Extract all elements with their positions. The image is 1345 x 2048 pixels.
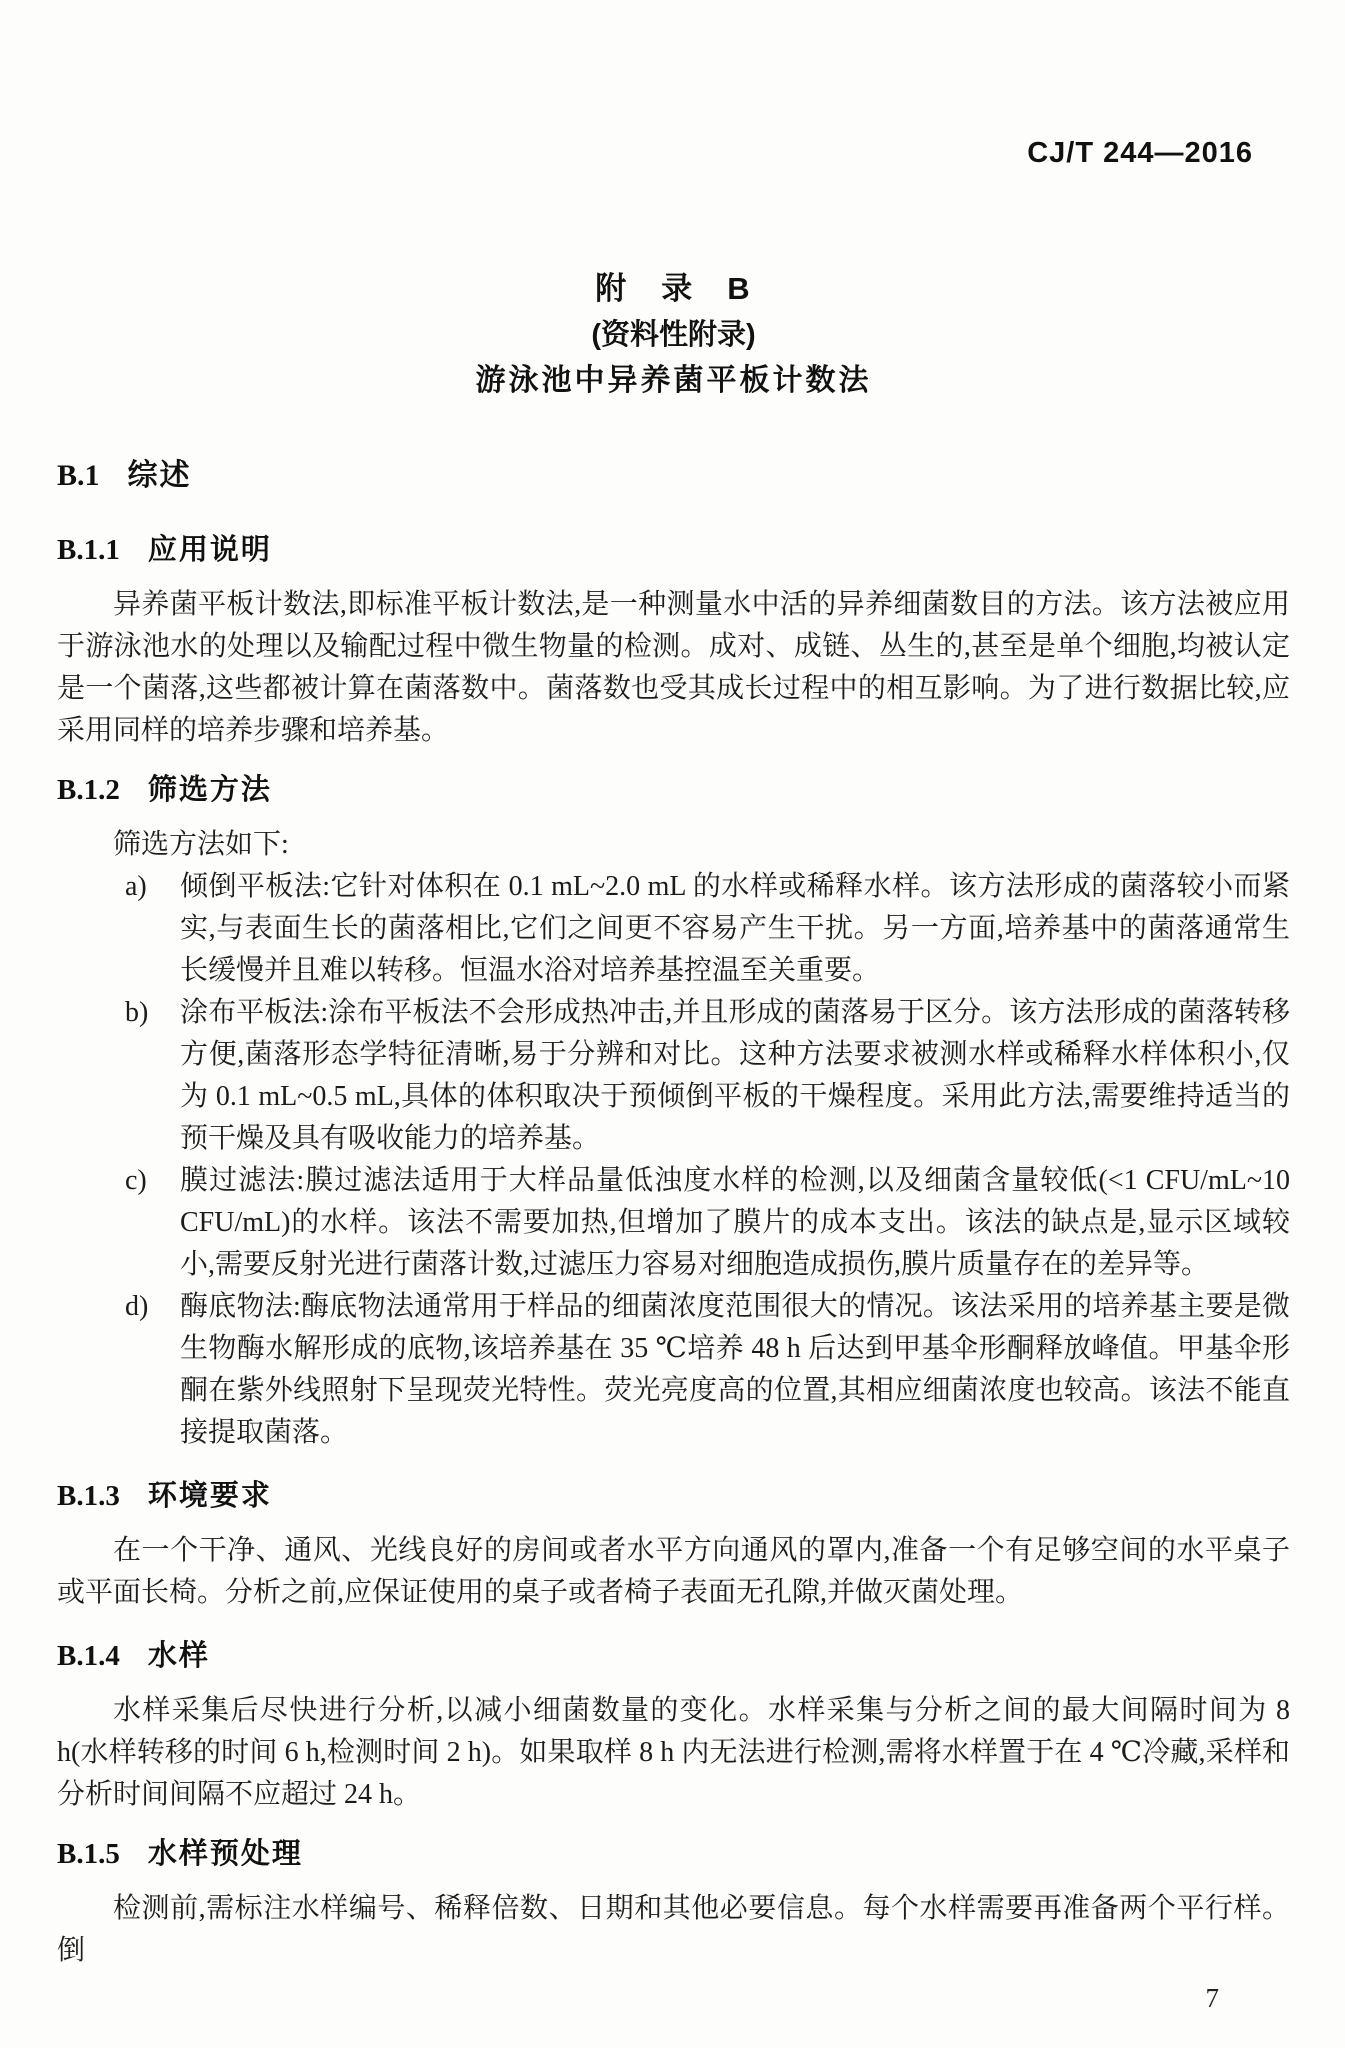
list-item-a-text: 倾倒平板法:它针对体积在 0.1 mL~2.0 mL 的水样或稀释水样。该方法形成的菌落较小而紧实,与表面生长的菌落相比,它们之间更不容易产生干扰。另一方面,培养基中的菌落通常生长缓慢并且难以转移。恒温水浴对培养基控温至关重要。 xyxy=(180,871,1290,986)
section-title-b14: 水样 xyxy=(147,1640,210,1672)
section-title-b15: 水样预处理 xyxy=(147,1838,303,1870)
section-heading-b1 xyxy=(57,456,1290,496)
list-item-b-text: 涂布平板法:涂布平板法不会形成热冲击,并且形成的菌落易于区分。该方法形成的菌落转移方便,菌落形态学特征清晰,易于分辨和对比。这种方法要求被测水样或稀释水样体积小,仅为 0.1 mL~0.5 mL,具体的体积取决于预倾倒平板的干燥程度。采用此方法,需要维持适当的预干燥及具有吸收能力的培养基。 xyxy=(180,997,1290,1154)
list-item-c-label: c) xyxy=(125,1165,147,1196)
section-number-b13: B.1.3 xyxy=(57,1480,120,1512)
section-title-b11: 应用说明 xyxy=(147,534,272,566)
list-item-d-label: d) xyxy=(125,1291,149,1322)
appendix-title: 游泳池中异养菌平板计数法 xyxy=(475,364,872,397)
list-item-c-text: 膜过滤法:膜过滤法适用于大样品量低浊度水样的检测,以及细菌含量较低(<1 CFU/mL~10 CFU/mL)的水样。该法不需要加热,但增加了膜片的成本支出。该法的缺点是,显示区域较小,需要反射光进行菌落计数,过滤压力容易对细胞造成损伤,膜片质量存在的差异等。 xyxy=(180,1165,1290,1280)
paragraph-b14: 水样采集后尽快进行分析,以减小细菌数量的变化。水样采集与分析之间的最大间隔时间为 8 h(水样转移的时间 6 h,检测时间 2 h)。如果取样 8 h 内无法进行检测,需将水样置于在 4 ℃冷藏,采样和分析时间间隔不应超过 24 h。 xyxy=(57,1695,1290,1810)
list-item-a-label: a) xyxy=(125,871,147,902)
page-number: 7 xyxy=(1205,1983,1219,2013)
list-item-b-label: b) xyxy=(125,997,149,1028)
standard-code-header: CJ/T 244—2016 xyxy=(1027,137,1253,169)
section-number-b11: B.1.1 xyxy=(57,534,120,566)
section-title-b12: 筛选方法 xyxy=(147,774,272,806)
section-number-b1: B.1 xyxy=(57,459,100,492)
paragraph-b11: 异养菌平板计数法,即标准平板计数法,是一种测量水中活的异养细菌数目的方法。该方法被应用于游泳池水的处理以及输配过程中微生物量的检测。成对、成链、丛生的,甚至是单个细胞,均被认定是一个菌落,这些都被计算在菌落数中。菌落数也受其成长过程中的相互影响。为了进行数据比较,应采用同样的培养步骤和培养基。 xyxy=(57,589,1290,746)
list-item-c xyxy=(57,1160,1290,1286)
list-item-a xyxy=(57,866,1290,992)
section-number-b12: B.1.2 xyxy=(57,774,120,806)
section-number-b15: B.1.5 xyxy=(57,1838,120,1870)
section-number-b14: B.1.4 xyxy=(57,1640,120,1672)
appendix-title-block xyxy=(57,266,1290,404)
appendix-label: 附 录 B xyxy=(595,271,752,306)
section-title-b1: 综述 xyxy=(127,459,192,492)
section-heading-b12 xyxy=(57,770,1290,810)
list-item-d xyxy=(57,1286,1290,1454)
section-title-b13: 环境要求 xyxy=(147,1480,272,1512)
section-heading-b13 xyxy=(57,1476,1290,1516)
section-heading-b15 xyxy=(57,1834,1290,1874)
paragraph-b13: 在一个干净、通风、光线良好的房间或者水平方向通风的罩内,准备一个有足够空间的水平桌子或平面长椅。分析之前,应保证使用的桌子或者椅子表面无孔隙,并做灭菌处理。 xyxy=(57,1535,1290,1608)
paragraph-b12-intro: 筛选方法如下: xyxy=(113,829,289,860)
list-item-b xyxy=(57,992,1290,1160)
section-heading-b11 xyxy=(57,530,1290,570)
list-item-d-text: 酶底物法:酶底物法通常用于样品的细菌浓度范围很大的情况。该法采用的培养基主要是微生物酶水解形成的底物,该培养基在 35 ℃培养 48 h 后达到甲基伞形酮释放峰值。甲基伞形酮在紫外线照射下呈现荧光特性。荧光亮度高的位置,其相应细菌浓度也较高。该法不能直接提取菌落。 xyxy=(180,1291,1290,1448)
section-heading-b14 xyxy=(57,1636,1290,1676)
method-list xyxy=(57,866,1290,1454)
appendix-note: (资料性附录) xyxy=(591,319,756,351)
paragraph-b15: 检测前,需标注水样编号、稀释倍数、日期和其他必要信息。每个水样需要再准备两个平行样。倒 xyxy=(57,1893,1290,1966)
